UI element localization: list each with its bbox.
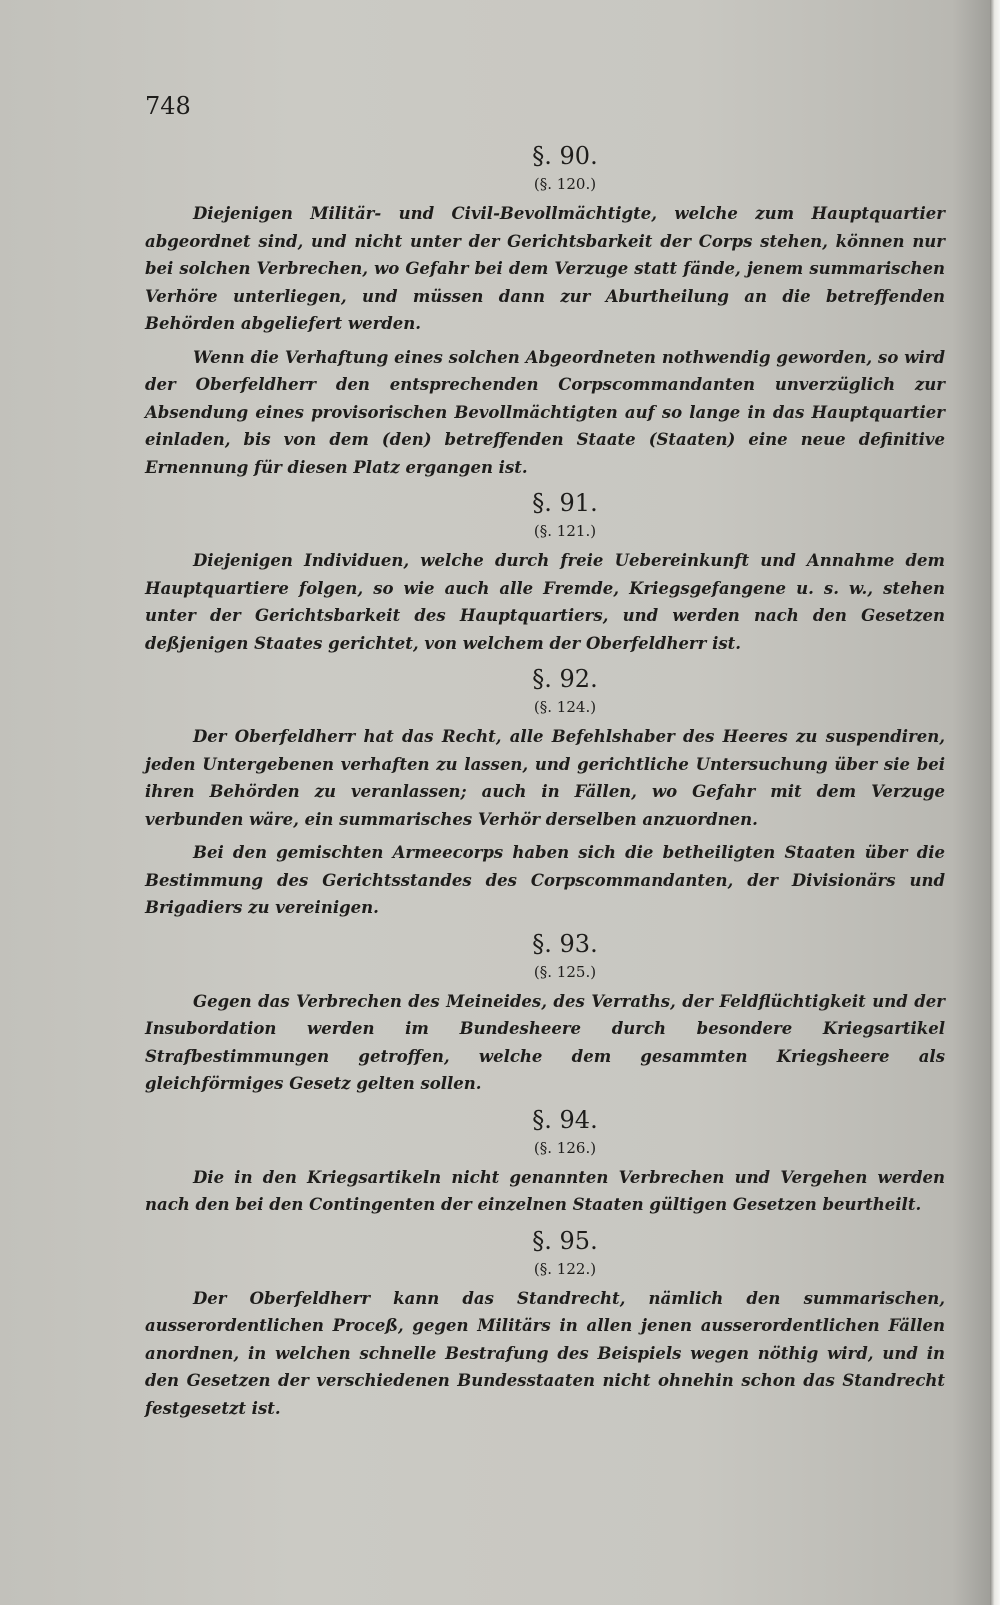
paragraph: Der Oberfeldherr kann das Standrecht, nämlich den summarischen, ausserordentlichen Proceß, gegen Militärs in allen jenen ausserordentlichen Fällen anordnen, in welchen schnelle Bestrafung des Beispiels wegen nöthig wird, und in den Gesetzen der verschiedenen Bundesstaaten nicht ohnehin schon das Standrecht festgesetzt ist. (145, 1288, 945, 1418)
section-reference: (§. 126.) (533, 1138, 597, 1157)
paragraph: Die in den Kriegsartikeln nicht genannten Verbrechen und Vergehen werden nach den bei den Contingenten der einzelnen Staaten gültigen Gesetzen beurtheilt. (145, 1167, 945, 1214)
section-reference: (§. 125.) (533, 962, 597, 981)
section-95 (145, 1225, 945, 1423)
section-reference: (§. 122.) (533, 1259, 597, 1278)
document-body (145, 140, 945, 1428)
section-reference: (§. 121.) (533, 522, 597, 540)
section-reference: (§. 124.) (533, 698, 597, 716)
paragraph: Gegen das Verbrechen des Meineides, des Verraths, der Feldflüchtigkeit und der Insubordation werden im Bundesheere durch besondere Kriegsartikel Strafbestimmungen getroffen, welche dem gesammten Kriegsheere als gleichförmiges Gesetz gelten sollen. (145, 991, 945, 1093)
section-title: §. 94. (532, 1105, 598, 1134)
section-title: §. 91. (532, 489, 598, 517)
section-title: §. 95. (532, 1226, 598, 1255)
section-title: §. 90. (532, 142, 598, 170)
section-93 (145, 928, 945, 1098)
section-94 (145, 1104, 945, 1219)
paragraph: Wenn die Verhaftung eines solchen Abgeordneten nothwendig geworden, so wird der Oberfeldherr den entsprechenden Corpscommandanten unverzüglich zur Absendung eines provisorischen Bevollmächtigten auf so lange in das Hauptquartier einladen, bis von dem (den) betreffenden Staate (Staaten) eine neue definitive Ernennung für diesen Platz ergangen ist. (145, 347, 945, 477)
section-90 (145, 140, 945, 481)
paragraph: Bei den gemischten Armeecorps haben sich die betheiligten Staaten über die Bestimmung des Gerichtsstandes des Corpscommandanten, der Divisionärs und Brigadiers zu vereinigen. (145, 843, 945, 917)
page-edge (990, 0, 1000, 1605)
paragraph: Diejenigen Militär- und Civil-Bevollmächtigte, welche zum Hauptquartier abgeordnet sind, und nicht unter der Gerichtsbarkeit der Corps stehen, können nur bei solchen Verbrechen, wo Gefahr bei dem Verzuge statt fände, jenem summarischen Verhöre unterliegen, und müssen dann zur Aburtheilung an die betreffenden Behörden abgeliefert werden. (145, 204, 945, 333)
section-reference: (§. 120.) (533, 175, 597, 193)
section-title: §. 92. (532, 665, 598, 693)
page-number: 748 (145, 92, 191, 120)
section-91 (145, 487, 945, 657)
section-title: §. 93. (532, 929, 598, 958)
section-92 (145, 663, 945, 922)
paragraph: Diejenigen Individuen, welche durch freie Uebereinkunft und Annahme dem Hauptquartiere folgen, so wie auch alle Fremde, Kriegsgefangene u. s. w., stehen unter der Gerichtsbarkeit des Hauptquartiers, und werden nach den Gesetzen deßjenigen Staates gerichtet, von welchem der Oberfeldherr ist. (145, 551, 945, 653)
paragraph: Der Oberfeldherr hat das Recht, alle Befehlshaber des Heeres zu suspendiren, jeden Untergebenen verhaften zu lassen, und gerichtliche Untersuchung über sie bei ihren Behörden zu veranlassen; auch in Fällen, wo Gefahr mit dem Verzuge verbunden wäre, ein summarisches Verhör derselben anzuordnen. (145, 727, 945, 829)
